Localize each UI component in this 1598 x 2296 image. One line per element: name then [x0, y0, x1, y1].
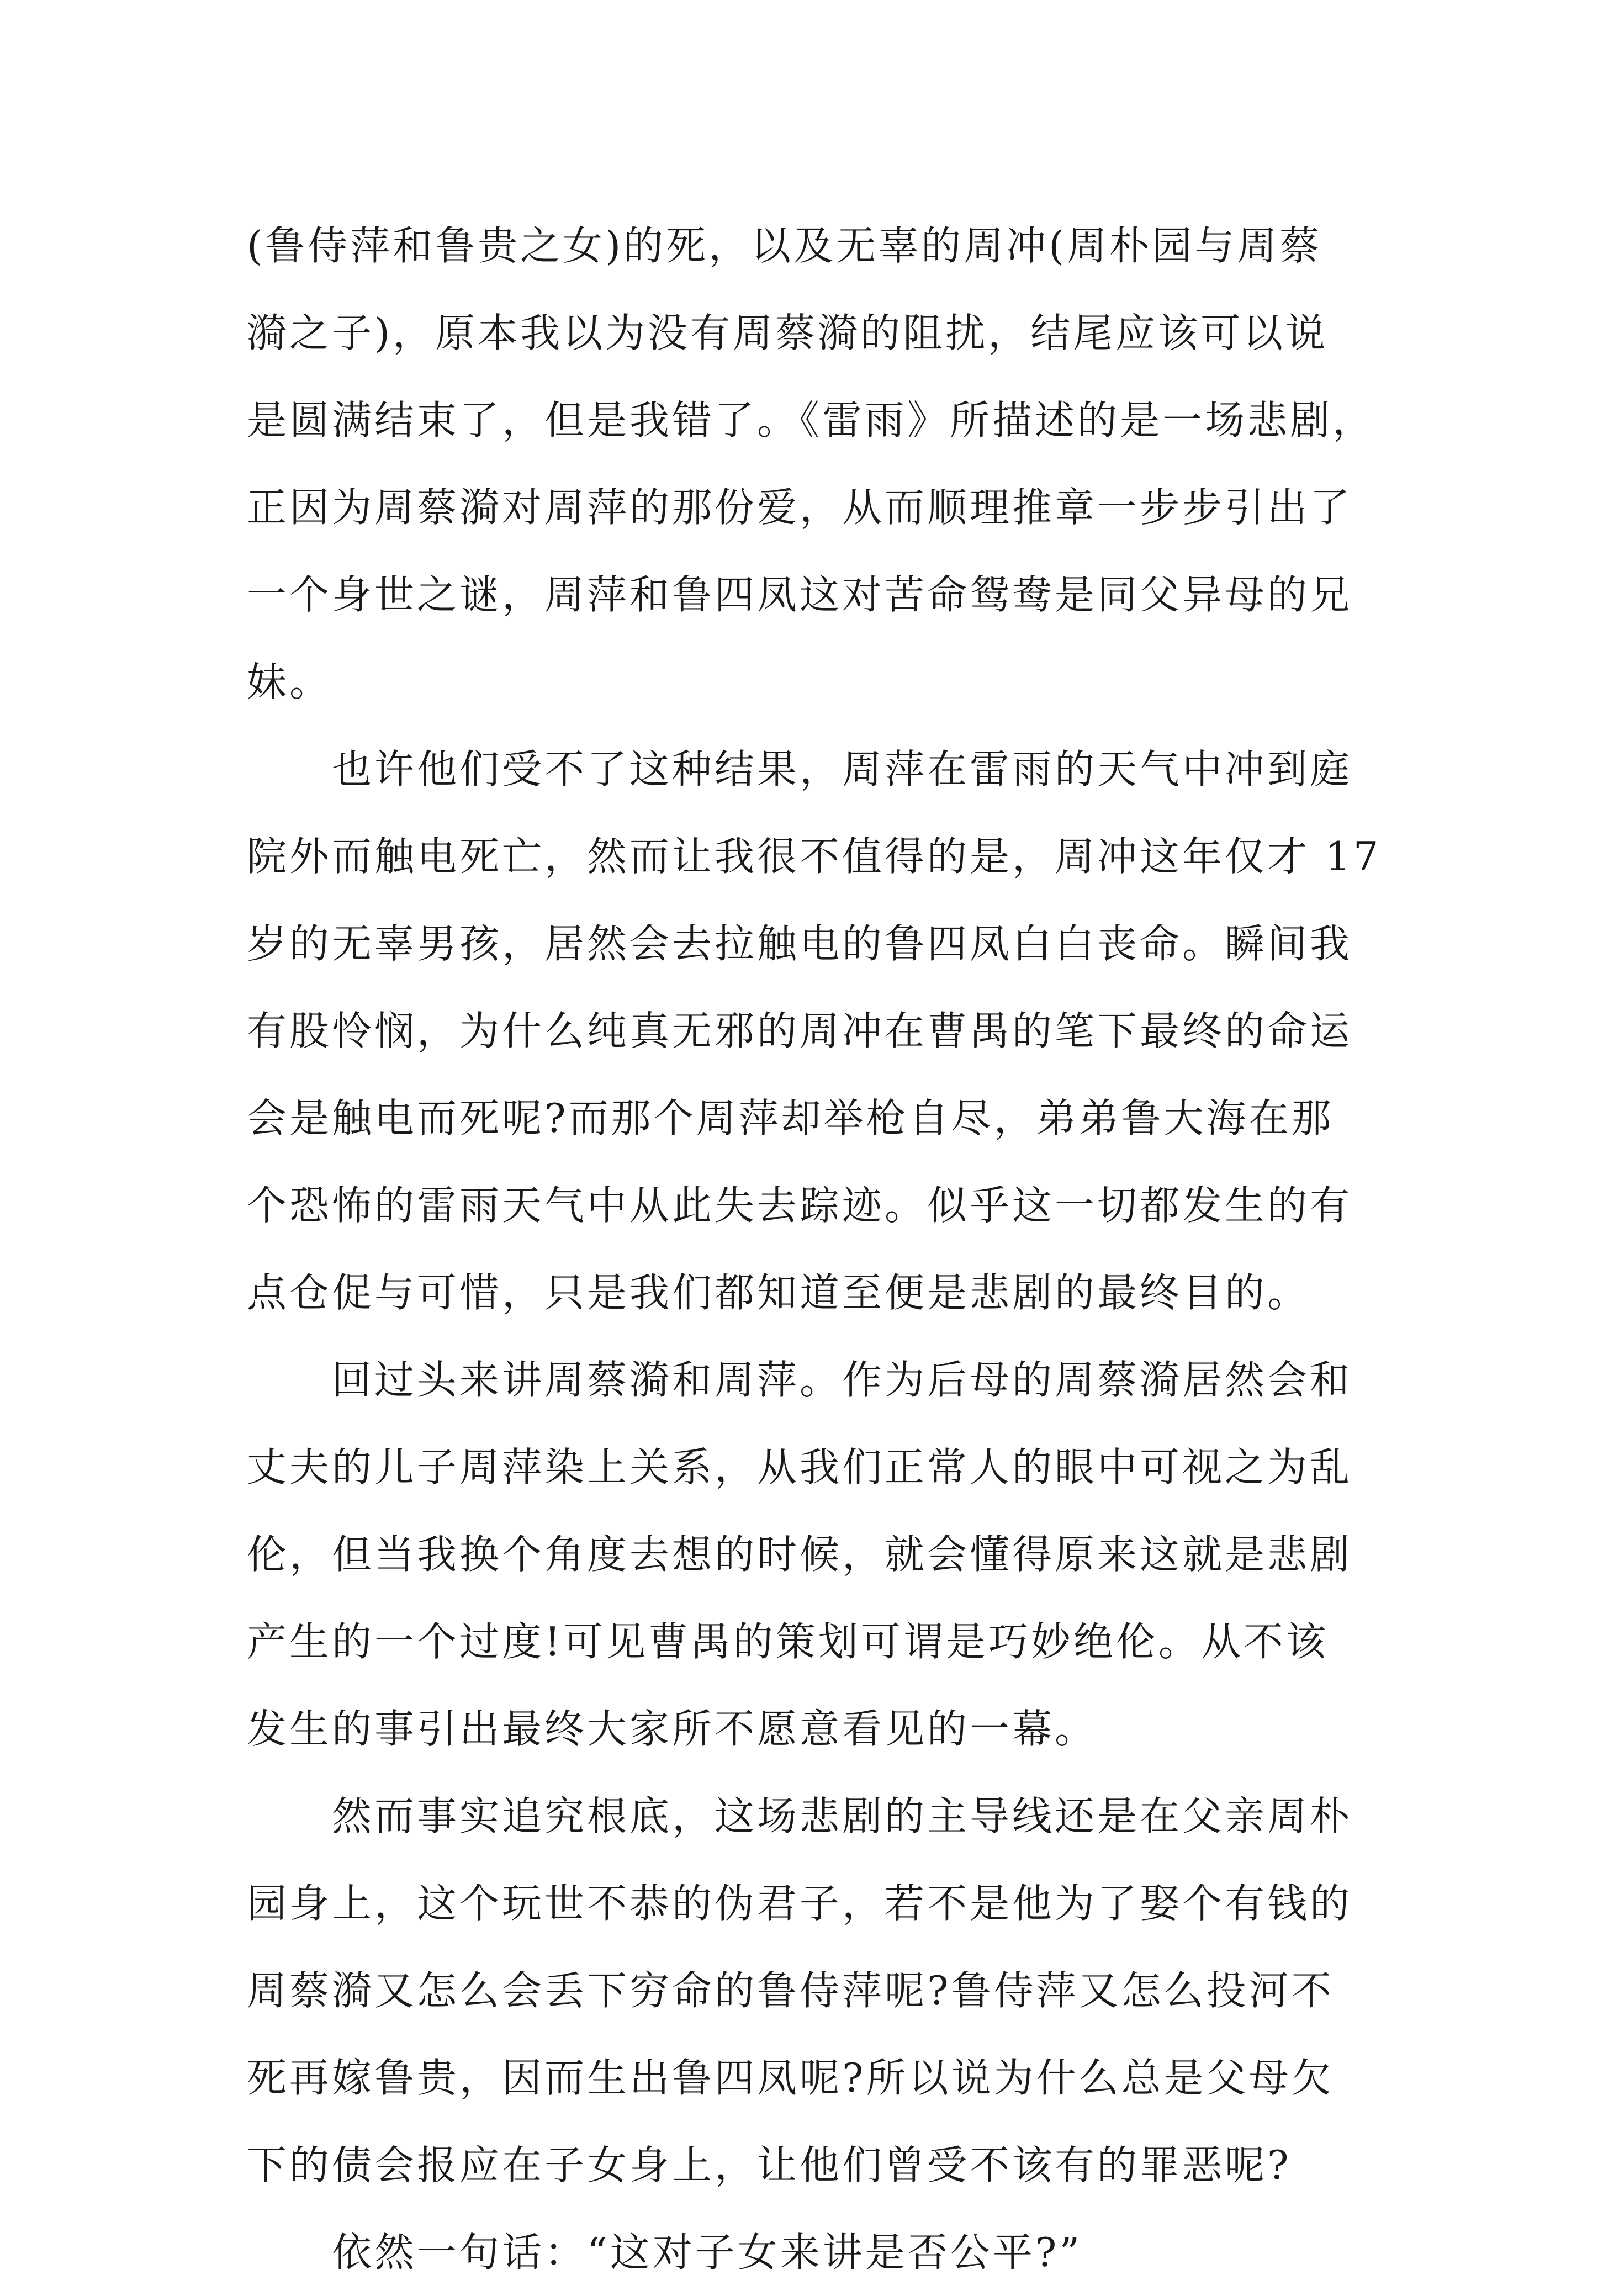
text-line: 正因为周蔡漪对周萍的那份爱，从而顺理推章一步步引出了	[247, 484, 1353, 531]
text-line: 回过头来讲周蔡漪和周萍。作为后母的周蔡漪居然会和	[247, 1357, 1353, 1403]
document-body	[247, 202, 1382, 2296]
text-line: 会是触电而死呢?而那个周萍却举枪自尽，弟弟鲁大海在那	[247, 1095, 1334, 1141]
text-line: 有股怜悯，为什么纯真无邪的周冲在曹禺的笔下最终的命运	[247, 1008, 1353, 1054]
text-line: 漪之子)，原本我以为没有周蔡漪的阻扰，结尾应该可以说	[247, 310, 1329, 356]
text-line: 周蔡漪又怎么会丢下穷命的鲁侍萍呢?鲁侍萍又怎么投河不	[247, 1967, 1334, 2014]
text-line: 然而事实追究根底，这场悲剧的主导线还是在父亲周朴	[247, 1793, 1353, 1839]
text-line: 发生的事引出最终大家所不愿意看见的一幕。	[247, 1706, 1098, 1752]
text-line: 个恐怖的雷雨天气中从此失去踪迹。似乎这一切都发生的有	[247, 1182, 1353, 1229]
text-line: 妹。	[247, 659, 332, 705]
text-line: 岁的无辜男孩，居然会去拉触电的鲁四凤白白丧命。瞬间我	[247, 920, 1353, 967]
text-line: 产生的一个过度!可见曹禺的策划可谓是巧妙绝伦。从不该	[247, 1618, 1329, 1665]
text-line: 依然一句话：“这对子女来讲是否公平?”	[247, 2229, 1083, 2276]
text-line: 下的债会报应在子女身上，让他们曾受不该有的罪恶呢?	[247, 2142, 1292, 2188]
text-line: 是圆满结束了，但是我错了。《雷雨》所描述的是一场悲剧，	[247, 397, 1375, 443]
text-line: 丈夫的儿子周萍染上关系，从我们正常人的眼中可视之为乱	[247, 1444, 1353, 1490]
text-line: 也许他们受不了这种结果，周萍在雷雨的天气中冲到庭	[247, 746, 1353, 792]
text-line: 院外而触电死亡，然而让我很不值得的是，周冲这年仅才 17	[247, 833, 1382, 880]
text-line: 一个身世之谜，周萍和鲁四凤这对苦命鸳鸯是同父异母的兄	[247, 572, 1353, 618]
text-line: (鲁侍萍和鲁贵之女)的死，以及无辜的周冲(周朴园与周蔡	[247, 223, 1322, 269]
text-line: 死再嫁鲁贵，因而生出鲁四凤呢?所以说为什么总是父母欠	[247, 2055, 1334, 2101]
text-line: 伦，但当我换个角度去想的时候，就会懂得原来这就是悲剧	[247, 1531, 1353, 1578]
text-line: 园身上，这个玩世不恭的伪君子，若不是他为了娶个有钱的	[247, 1880, 1353, 1927]
text-line: 点仓促与可惜，只是我们都知道至便是悲剧的最终目的。	[247, 1269, 1310, 1316]
